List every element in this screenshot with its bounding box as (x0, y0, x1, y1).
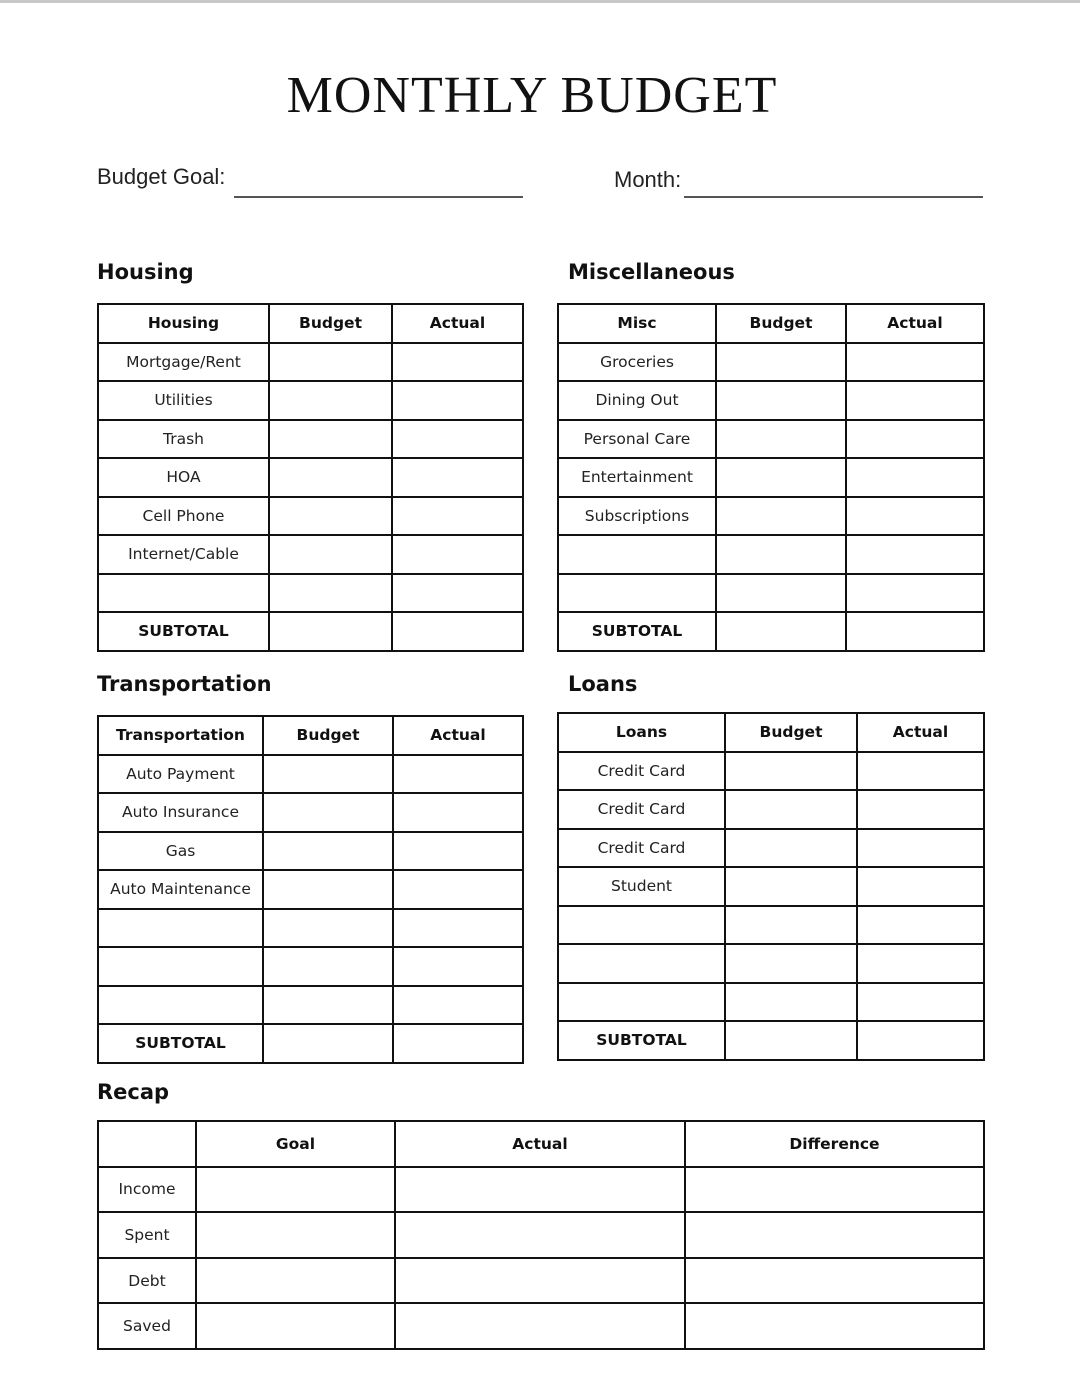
table-row (98, 870, 523, 909)
table-row (98, 793, 523, 832)
subtotal-label: SUBTOTAL (98, 1024, 263, 1063)
entry-cell[interactable] (269, 458, 392, 497)
entry-cell[interactable] (716, 574, 846, 613)
column-header: Misc (558, 304, 716, 343)
entry-cell[interactable] (196, 1303, 395, 1349)
table-row (98, 381, 523, 420)
subtotal-label: SUBTOTAL (98, 612, 269, 651)
table-row (98, 909, 523, 948)
column-header: Housing (98, 304, 269, 343)
column-header: Transportation (98, 716, 263, 755)
column-header: Loans (558, 713, 725, 752)
column-header: Actual (395, 1121, 685, 1167)
loans-table (557, 712, 985, 1061)
row-label: Credit Card (558, 752, 725, 791)
column-header: Difference (685, 1121, 984, 1167)
entry-cell[interactable] (269, 381, 392, 420)
entry-cell[interactable] (393, 832, 523, 871)
header-row (98, 1121, 984, 1167)
entry-cell[interactable] (857, 790, 984, 829)
subtotal-cell[interactable] (857, 1021, 984, 1060)
subtotal-row (558, 612, 984, 651)
table-row (98, 1258, 984, 1304)
entry-cell[interactable] (857, 829, 984, 868)
entry-cell[interactable] (393, 986, 523, 1025)
entry-cell[interactable] (263, 986, 393, 1025)
row-label: Gas (98, 832, 263, 871)
page-title: MONTHLY BUDGET (286, 67, 778, 124)
housing-table (97, 303, 524, 652)
blank-label-cell[interactable] (98, 986, 263, 1025)
column-header: Actual (392, 304, 523, 343)
row-label: Utilities (98, 381, 269, 420)
row-label: Dining Out (558, 381, 716, 420)
entry-cell[interactable] (857, 867, 984, 906)
entry-cell[interactable] (196, 1212, 395, 1258)
entry-cell[interactable] (725, 790, 857, 829)
row-label: Credit Card (558, 829, 725, 868)
row-label: Auto Maintenance (98, 870, 263, 909)
column-header: Budget (725, 713, 857, 752)
table-row (558, 867, 984, 906)
column-header: Budget (716, 304, 846, 343)
row-label: Debt (98, 1258, 196, 1304)
row-label: Mortgage/Rent (98, 343, 269, 382)
subtotal-cell[interactable] (846, 612, 984, 651)
column-header: Actual (393, 716, 523, 755)
table-row (558, 983, 984, 1022)
entry-cell[interactable] (716, 458, 846, 497)
entry-cell[interactable] (725, 944, 857, 983)
entry-cell[interactable] (393, 755, 523, 794)
row-label: Auto Payment (98, 755, 263, 794)
blank-label-cell[interactable] (558, 944, 725, 983)
entry-cell[interactable] (857, 983, 984, 1022)
column-header: Actual (857, 713, 984, 752)
row-label: Trash (98, 420, 269, 459)
table-row (98, 1167, 984, 1213)
blank-label-cell[interactable] (558, 535, 716, 574)
entry-cell[interactable] (395, 1212, 685, 1258)
entry-cell[interactable] (716, 535, 846, 574)
budget-goal-label: Budget Goal: (97, 164, 226, 189)
entry-cell[interactable] (395, 1167, 685, 1213)
subtotal-row (98, 1024, 523, 1063)
recap-heading: Recap (97, 1080, 170, 1104)
row-label: HOA (98, 458, 269, 497)
budget-goal-field[interactable] (234, 196, 523, 198)
entry-cell[interactable] (846, 343, 984, 382)
entry-cell[interactable] (393, 870, 523, 909)
row-label: Spent (98, 1212, 196, 1258)
entry-cell[interactable] (857, 752, 984, 791)
column-header (98, 1121, 196, 1167)
entry-cell[interactable] (716, 343, 846, 382)
header-row (98, 716, 523, 755)
subtotal-cell[interactable] (716, 612, 846, 651)
entry-cell[interactable] (716, 420, 846, 459)
loans-heading: Loans (568, 672, 638, 696)
subtotal-label: SUBTOTAL (558, 612, 716, 651)
row-label: Cell Phone (98, 497, 269, 536)
entry-cell[interactable] (395, 1258, 685, 1304)
entry-cell[interactable] (725, 829, 857, 868)
month-label: Month: (614, 167, 682, 192)
header-row (98, 304, 523, 343)
column-header: Budget (263, 716, 393, 755)
table-row (98, 497, 523, 536)
entry-cell[interactable] (392, 458, 523, 497)
entry-cell[interactable] (685, 1258, 984, 1304)
entry-cell[interactable] (685, 1167, 984, 1213)
table-row (98, 458, 523, 497)
table-row (558, 829, 984, 868)
entry-cell[interactable] (846, 535, 984, 574)
entry-cell[interactable] (392, 343, 523, 382)
month-field[interactable] (684, 196, 983, 198)
row-label: Saved (98, 1303, 196, 1349)
subtotal-label: SUBTOTAL (558, 1021, 725, 1060)
blank-label-cell[interactable] (98, 909, 263, 948)
table-row (98, 947, 523, 986)
table-row (98, 1212, 984, 1258)
table-row (558, 497, 984, 536)
row-label: Credit Card (558, 790, 725, 829)
entry-cell[interactable] (392, 381, 523, 420)
column-header: Budget (269, 304, 392, 343)
recap-table (97, 1120, 985, 1350)
table-row (558, 574, 984, 613)
subtotal-cell[interactable] (392, 612, 523, 651)
table-row (98, 535, 523, 574)
table-row (558, 343, 984, 382)
column-header: Goal (196, 1121, 395, 1167)
entry-cell[interactable] (269, 535, 392, 574)
table-row (98, 574, 523, 613)
entry-cell[interactable] (846, 497, 984, 536)
entry-cell[interactable] (846, 458, 984, 497)
subtotal-row (98, 612, 523, 651)
entry-cell[interactable] (846, 574, 984, 613)
entry-cell[interactable] (263, 870, 393, 909)
entry-cell[interactable] (716, 381, 846, 420)
entry-cell[interactable] (716, 497, 846, 536)
subtotal-cell[interactable] (725, 1021, 857, 1060)
row-label: Income (98, 1167, 196, 1213)
entry-cell[interactable] (263, 755, 393, 794)
entry-cell[interactable] (393, 909, 523, 948)
table-row (558, 906, 984, 945)
entry-cell[interactable] (263, 832, 393, 871)
row-label: Internet/Cable (98, 535, 269, 574)
blank-label-cell[interactable] (98, 574, 269, 613)
entry-cell[interactable] (725, 752, 857, 791)
column-header: Actual (846, 304, 984, 343)
entry-cell[interactable] (263, 947, 393, 986)
subtotal-cell[interactable] (263, 1024, 393, 1063)
subtotal-row (558, 1021, 984, 1060)
table-row (558, 458, 984, 497)
table-row (98, 832, 523, 871)
entry-cell[interactable] (857, 906, 984, 945)
entry-cell[interactable] (685, 1212, 984, 1258)
entry-cell[interactable] (392, 535, 523, 574)
entry-cell[interactable] (857, 944, 984, 983)
entry-cell[interactable] (846, 381, 984, 420)
blank-label-cell[interactable] (558, 906, 725, 945)
table-row (558, 535, 984, 574)
misc-table (557, 303, 985, 652)
entry-cell[interactable] (725, 983, 857, 1022)
entry-cell[interactable] (196, 1167, 395, 1213)
entry-cell[interactable] (685, 1303, 984, 1349)
table-row (98, 986, 523, 1025)
entry-cell[interactable] (725, 906, 857, 945)
entry-cell[interactable] (725, 867, 857, 906)
entry-cell[interactable] (392, 574, 523, 613)
row-label: Entertainment (558, 458, 716, 497)
blank-label-cell[interactable] (98, 947, 263, 986)
entry-cell[interactable] (269, 420, 392, 459)
entry-cell[interactable] (393, 793, 523, 832)
entry-cell[interactable] (393, 947, 523, 986)
table-row (558, 420, 984, 459)
top-border (0, 0, 1080, 3)
transportation-heading: Transportation (97, 672, 272, 696)
table-row (558, 381, 984, 420)
table-row (98, 343, 523, 382)
entry-cell[interactable] (269, 497, 392, 536)
entry-cell[interactable] (392, 497, 523, 536)
table-row (98, 755, 523, 794)
misc-heading: Miscellaneous (568, 260, 735, 284)
table-row (558, 790, 984, 829)
entry-cell[interactable] (392, 420, 523, 459)
entry-cell[interactable] (395, 1303, 685, 1349)
row-label: Auto Insurance (98, 793, 263, 832)
entry-cell[interactable] (846, 420, 984, 459)
header-row (558, 304, 984, 343)
subtotal-cell[interactable] (393, 1024, 523, 1063)
entry-cell[interactable] (269, 574, 392, 613)
housing-heading: Housing (97, 260, 194, 284)
blank-label-cell[interactable] (558, 574, 716, 613)
entry-cell[interactable] (196, 1258, 395, 1304)
entry-cell[interactable] (263, 909, 393, 948)
row-label: Personal Care (558, 420, 716, 459)
table-row (98, 1303, 984, 1349)
table-row (98, 420, 523, 459)
blank-label-cell[interactable] (558, 983, 725, 1022)
table-row (558, 944, 984, 983)
row-label: Subscriptions (558, 497, 716, 536)
table-row (558, 752, 984, 791)
entry-cell[interactable] (269, 343, 392, 382)
row-label: Groceries (558, 343, 716, 382)
row-label: Student (558, 867, 725, 906)
subtotal-cell[interactable] (269, 612, 392, 651)
header-row (558, 713, 984, 752)
transportation-table (97, 715, 524, 1064)
entry-cell[interactable] (263, 793, 393, 832)
